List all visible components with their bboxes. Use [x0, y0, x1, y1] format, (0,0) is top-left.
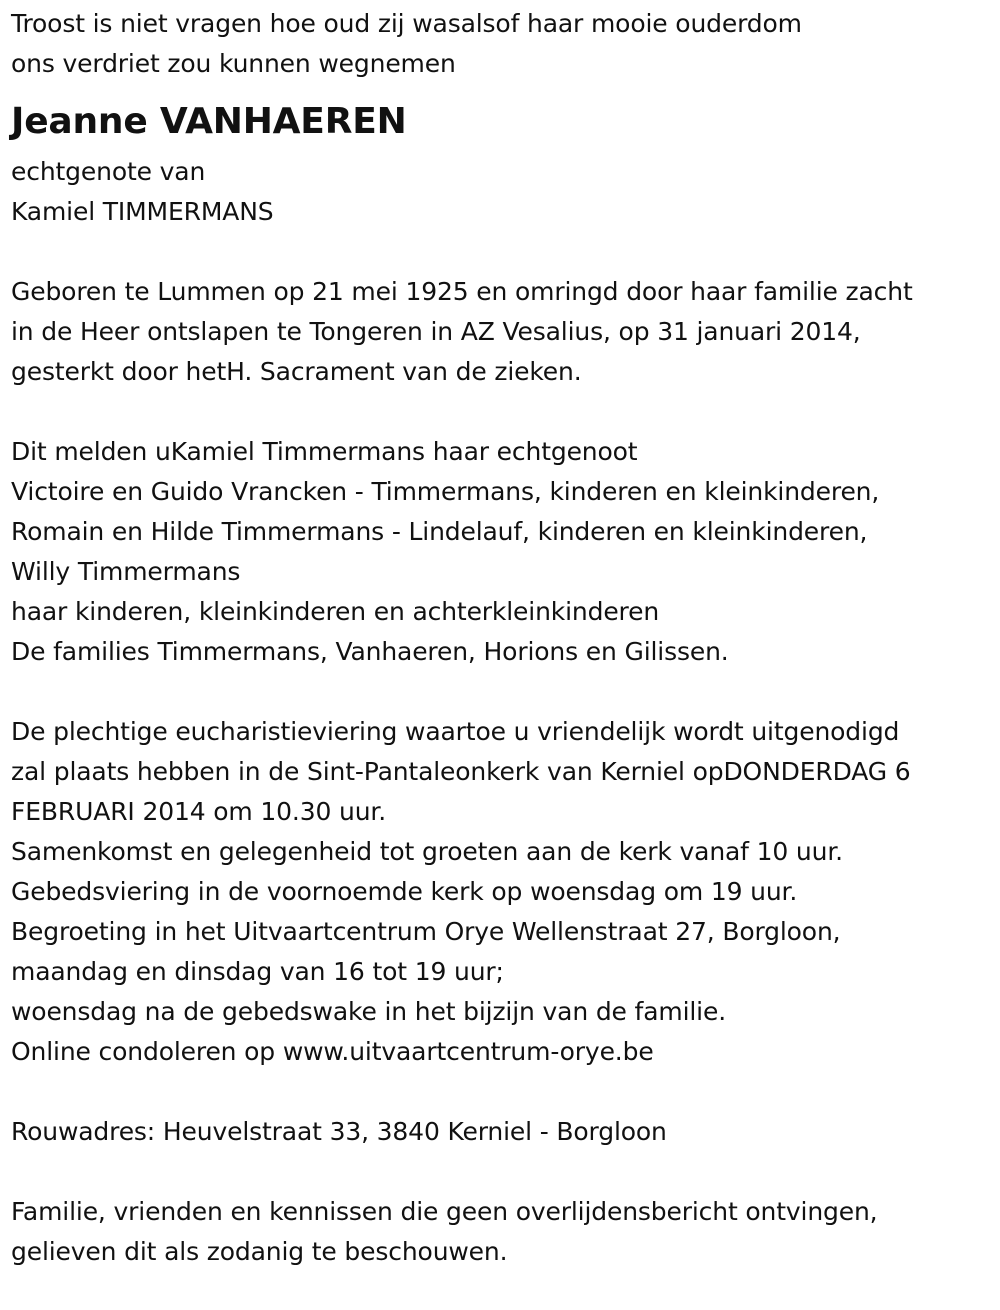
text-line: in de Heer ontslapen te Tongeren in AZ Vesalius, op 31 januari 2014, — [11, 317, 861, 346]
text-line: woensdag na de gebedswake in het bijzijn van de familie. — [11, 997, 727, 1026]
spacer — [11, 232, 996, 272]
text-line: Dit melden uKamiel Timmermans haar echtgenoot — [11, 437, 638, 466]
closing-paragraph — [11, 1192, 996, 1272]
quote-line: ons verdriet zou kunnen wegnemen — [11, 49, 456, 78]
text-line: Online condoleren op www.uitvaartcentrum-orye.be — [11, 1037, 654, 1066]
text-line: Familie, vrienden en kennissen die geen overlijdensbericht ontvingen, — [11, 1197, 878, 1226]
text-line: gelieven dit als zodanig te beschouwen. — [11, 1237, 508, 1266]
text-line: FEBRUARI 2014 om 10.30 uur. — [11, 797, 387, 826]
spacer — [11, 672, 996, 712]
text-line: gesterkt door hetH. Sacrament van de zieken. — [11, 357, 582, 386]
text-line: maandag en dinsdag van 16 tot 19 uur; — [11, 957, 504, 986]
deceased-relation: echtgenote van — [11, 157, 206, 186]
text-line: De plechtige eucharistieviering waartoe u vriendelijk wordt uitgenodigd — [11, 717, 900, 746]
text-line: Geboren te Lummen op 21 mei 1925 en omringd door haar familie zacht — [11, 277, 913, 306]
text-line: Willy Timmermans — [11, 557, 241, 586]
deceased-spouse: Kamiel TIMMERMANS — [11, 197, 274, 226]
text-line: haar kinderen, kleinkinderen en achterkleinkinderen — [11, 597, 660, 626]
obituary-notice — [11, 0, 996, 1272]
text-line: Gebedsviering in de voornoemde kerk op woensdag om 19 uur. — [11, 877, 798, 906]
text-line: Victoire en Guido Vrancken - Timmermans, kinderen en kleinkinderen, — [11, 477, 880, 506]
text-line: Samenkomst en gelegenheid tot groeten aan de kerk vanaf 10 uur. — [11, 837, 843, 866]
text-line: zal plaats hebben in de Sint-Pantaleonkerk van Kerniel opDONDERDAG 6 — [11, 757, 911, 786]
mourning-address: Rouwadres: Heuvelstraat 33, 3840 Kerniel - Borgloon — [11, 1117, 667, 1146]
ceremony-paragraph — [11, 712, 996, 1072]
spacer — [11, 392, 996, 432]
quote-line: Troost is niet vragen hoe oud zij wasalsof haar mooie ouderdom — [11, 9, 802, 38]
text-line: De families Timmermans, Vanhaeren, Horions en Gilissen. — [11, 637, 729, 666]
text-line: Romain en Hilde Timmermans - Lindelauf, kinderen en kleinkinderen, — [11, 517, 868, 546]
spacer — [11, 1152, 996, 1192]
deceased-name: Jeanne VANHAEREN — [11, 101, 407, 142]
spacer — [11, 1072, 996, 1112]
text-line: Begroeting in het Uitvaartcentrum Orye Wellenstraat 27, Borgloon, — [11, 917, 841, 946]
quote — [11, 4, 996, 84]
family-paragraph — [11, 432, 996, 672]
birth-death-paragraph — [11, 272, 996, 392]
